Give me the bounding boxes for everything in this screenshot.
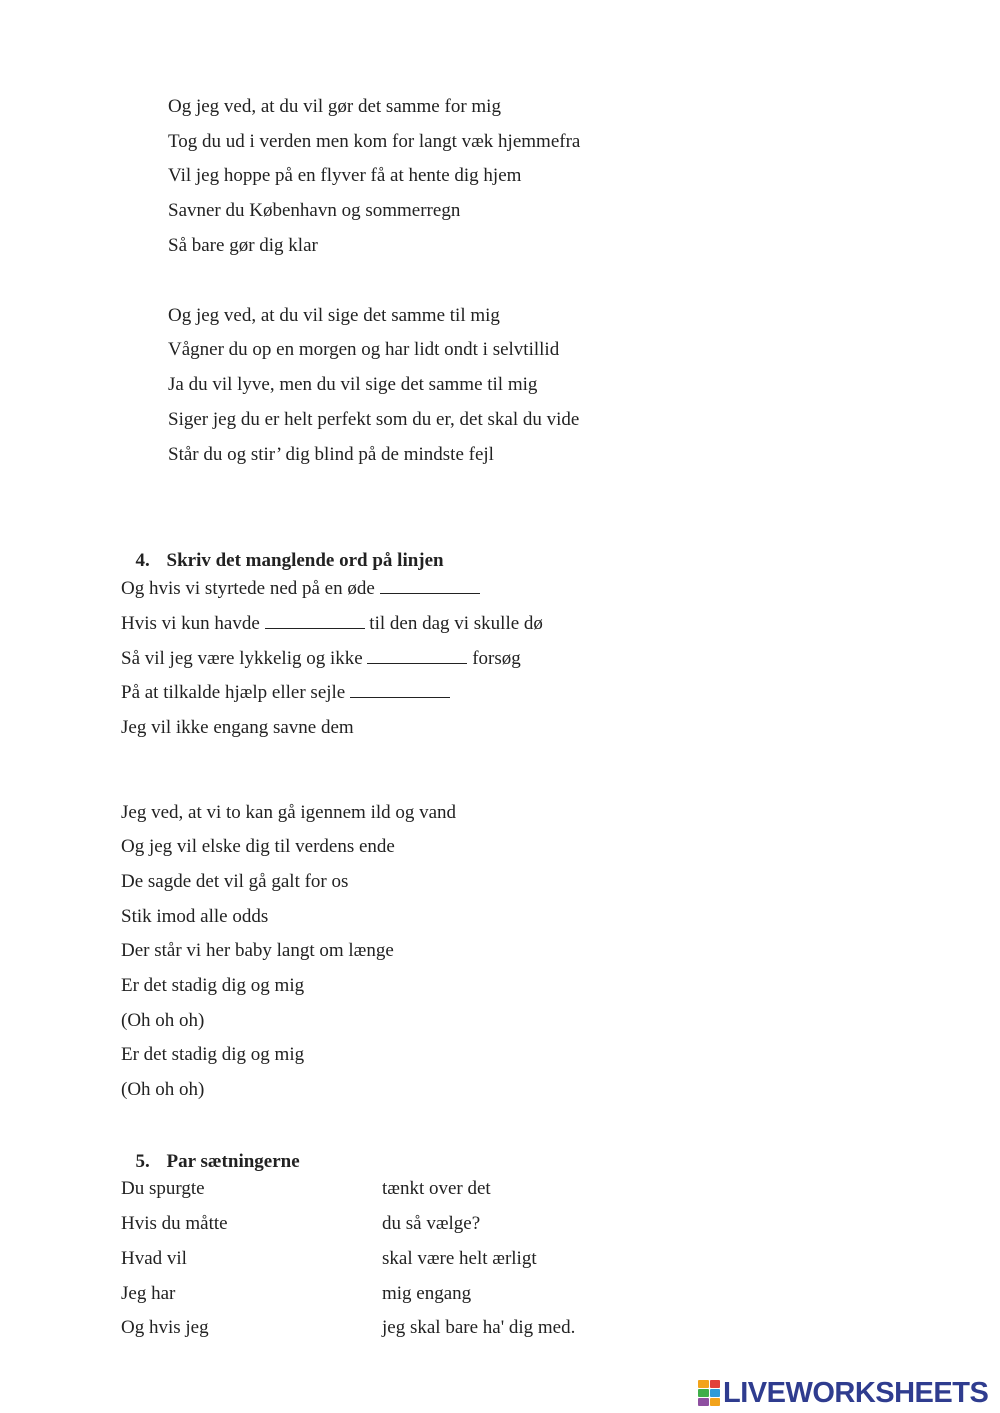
match-left-item[interactable]: Hvad vil: [121, 1248, 187, 1269]
match-right-item[interactable]: mig engang: [382, 1283, 472, 1304]
lyric-line: Er det stadig dig og mig: [121, 975, 305, 996]
lyric-line: Stik imod alle odds: [121, 906, 269, 927]
lyric-line: Og jeg vil elske dig til verdens ende: [121, 836, 395, 857]
fill-text: Hvis vi kun havde: [121, 613, 265, 634]
lyric-line: Er det stadig dig og mig: [121, 1044, 305, 1065]
match-right-item[interactable]: du så vælge?: [382, 1213, 481, 1234]
lyric-line: Vil jeg hoppe på en flyver få at hente dig hjem: [168, 165, 522, 186]
brand-name: LIVEWORKSHEETS: [723, 1376, 989, 1409]
lyric-line: Savner du København og sommerregn: [168, 200, 461, 221]
lyric-line: Står du og stir’ dig blind på de mindste fejl: [168, 444, 494, 465]
lyric-line: (Oh oh oh): [121, 1079, 205, 1100]
fill-line: [121, 612, 543, 636]
liveworksheets-logo-icon: [698, 1380, 720, 1406]
lyric-line: Ja du vil lyve, men du vil sige det samme til mig: [168, 374, 538, 395]
blank-input[interactable]: [367, 647, 467, 664]
fill-line: [121, 577, 480, 601]
liveworksheets-brand: [698, 1378, 988, 1408]
lyric-line: De sagde det vil gå galt for os: [121, 871, 349, 892]
match-left-item[interactable]: Du spurgte: [121, 1178, 205, 1199]
lyric-line: Så bare gør dig klar: [168, 235, 318, 256]
fill-text: forsøg: [467, 648, 521, 669]
lyric-line: Siger jeg du er helt perfekt som du er, det skal du vide: [168, 409, 580, 430]
fill-text: Og hvis vi styrtede ned på en øde: [121, 578, 380, 599]
lyric-line: Tog du ud i verden men kom for langt væk hjemmefra: [168, 131, 581, 152]
fill-text: til den dag vi skulle dø: [364, 613, 543, 634]
blank-input[interactable]: [265, 612, 365, 629]
blank-input[interactable]: [380, 577, 480, 594]
fill-text: På at tilkalde hjælp eller sejle: [121, 682, 350, 703]
lyric-line: Jeg vil ikke engang savne dem: [121, 717, 354, 738]
lyric-line: Og jeg ved, at du vil sige det samme til mig: [168, 305, 500, 326]
section-number: 4.: [135, 550, 150, 571]
section-title: Skriv det manglende ord på linjen: [166, 550, 444, 571]
match-right-item[interactable]: jeg skal bare ha' dig med.: [382, 1317, 576, 1338]
match-left-item[interactable]: Jeg har: [121, 1283, 176, 1304]
blank-input[interactable]: [350, 681, 450, 698]
match-left-item[interactable]: Og hvis jeg: [121, 1317, 209, 1338]
section-title: Par sætningerne: [166, 1151, 300, 1172]
section-4-heading: [126, 528, 444, 572]
section-5-heading: [126, 1129, 300, 1173]
lyric-line: Og jeg ved, at du vil gør det samme for mig: [168, 96, 501, 117]
lyric-line: Der står vi her baby langt om længe: [121, 940, 394, 961]
fill-line: [121, 647, 521, 671]
fill-line: [121, 681, 450, 705]
match-right-item[interactable]: skal være helt ærligt: [382, 1248, 537, 1269]
fill-text: Så vil jeg være lykkelig og ikke: [121, 648, 368, 669]
match-left-item[interactable]: Hvis du måtte: [121, 1213, 228, 1234]
lyric-line: (Oh oh oh): [121, 1010, 205, 1031]
section-number: 5.: [135, 1151, 150, 1172]
lyric-line: Jeg ved, at vi to kan gå igennem ild og vand: [121, 802, 457, 823]
match-right-item[interactable]: tænkt over det: [382, 1178, 491, 1199]
lyric-line: Vågner du op en morgen og har lidt ondt i selvtillid: [168, 339, 560, 360]
